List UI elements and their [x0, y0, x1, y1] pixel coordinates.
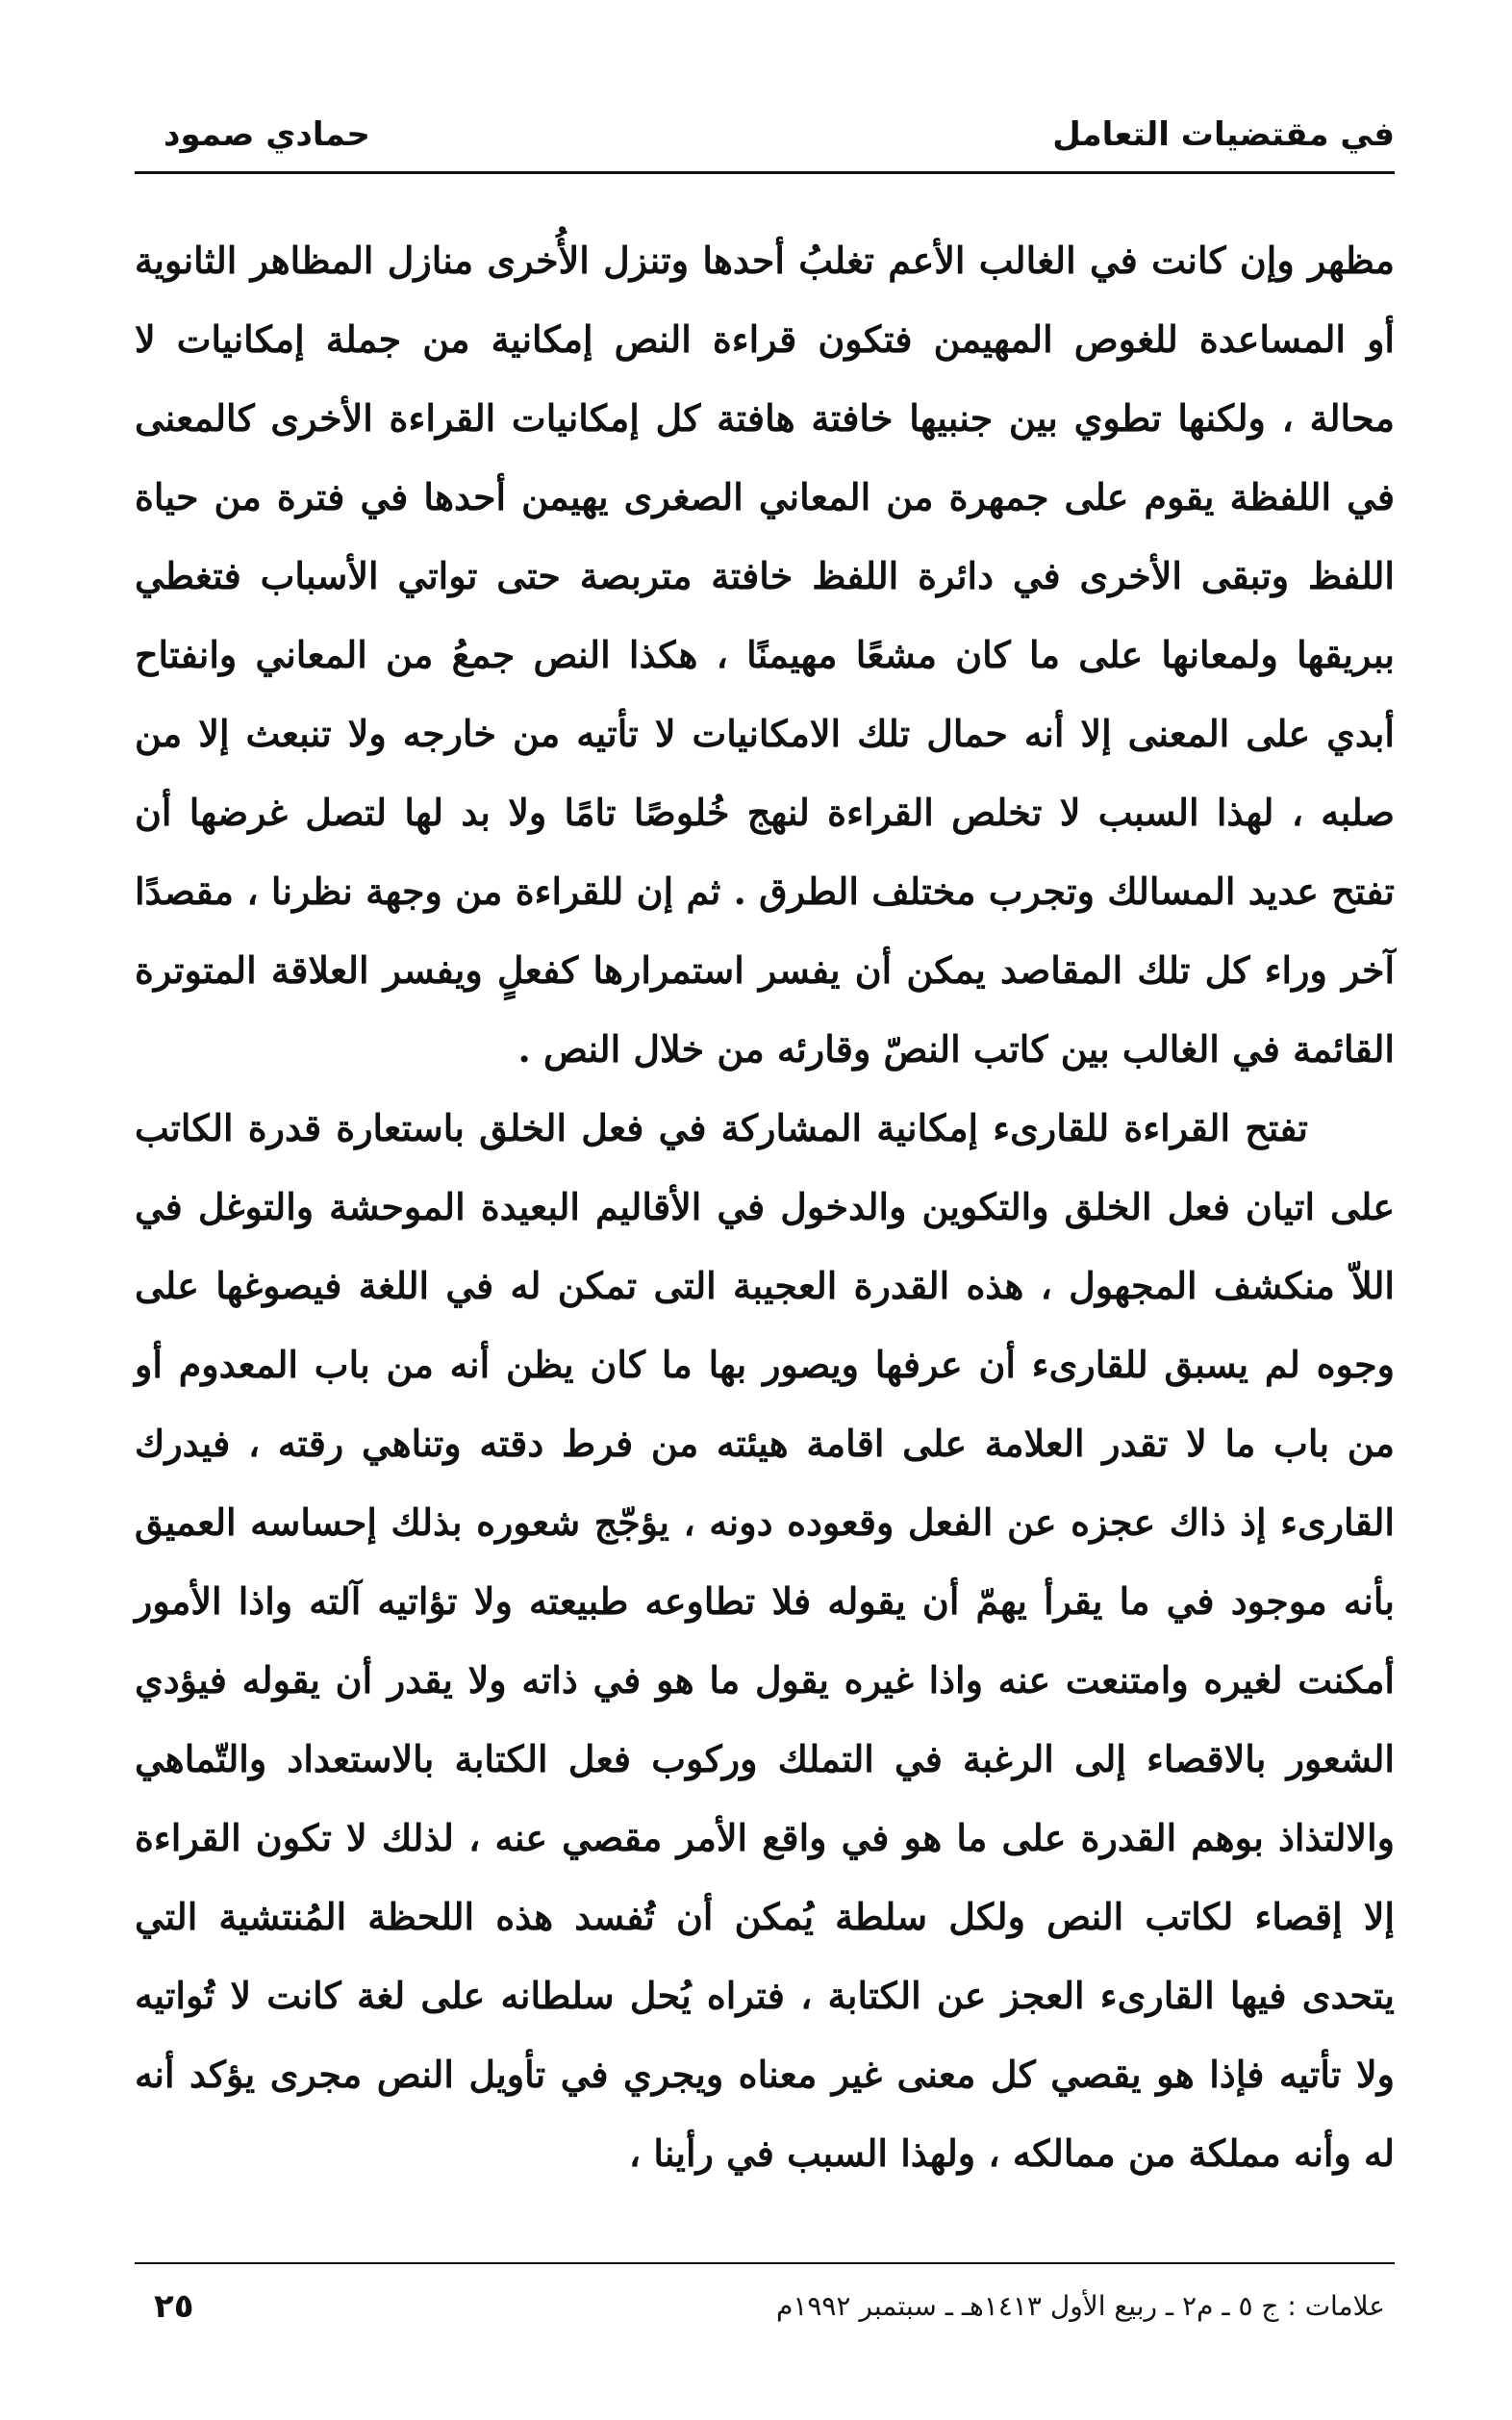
paragraph-2: تفتح القراءة للقارىء إمكانية المشاركة في فعل الخلق باستعارة قدرة الكاتب على اتيان فعل الخلق والتكوين والدخول في الأقاليم البعيدة الموحشة والتوغل في اللاّ منكشف المجهول ، هذه القدرة العجيبة التى تمكن له في اللغة فيصوغها على وجوه لم يسبق للقارىء أن عرفها ويصور بها ما كان يظن أنه من باب المعدوم أو من باب ما لا تقدر العلامة على اقامة هيئته من فرط دقته وتناهي رقته ، فيدرك القارىء إذ ذاك عجزه عن الفعل وقعوده دونه ، يؤجّج شعوره بذلك إحساسه العميق بأنه موجود في ما يقرأ يهمّ أن يقوله فلا تطاوعه طبيعته ولا تؤاتيه آلته واذا الأمور أمكنت لغيره وامتنعت عنه واذا غيره يقول ما هو في ذاته ولا يقدر أن يقوله فيؤدي الشعور بالاقصاء إلى الرغبة في التملك وركوب فعل الكتابة بالاستعداد والتّماهي والالتذاذ بوهم القدرة على ما هو في واقع الأمر مقصي عنه ، لذلك لا تكون القراءة إلا إقصاء لكاتب النص ولكل سلطة يُمكن أن تُفسد هذه اللحظة المُنتشية التي يتحدى فيها القارىء العجز عن الكتابة ، فتراه يُحل سلطانه على لغة كانت لا تُواتيه ولا تأتيه فإذا هو يقصي كل معنى غير معناه ويجري في تأويل النص مجرى يؤكد أنه له وأنه مملكة من ممالكه ، ولهذا السبب في رأينا ، [135, 1106, 1395, 2175]
article-body [135, 221, 1395, 2193]
journal-section-title: في مقتضيات التعامل [1052, 115, 1395, 154]
page-footer [135, 2278, 1395, 2335]
journal-citation: علامات : ج ٥ ـ م٢ ـ ربيع الأول ١٤١٣هـ ـ سبتمبر ١٩٩٢م [775, 2290, 1385, 2322]
running-header [135, 108, 1395, 162]
header-rule [135, 171, 1395, 174]
document-page [135, 87, 1395, 2337]
page-number: ٢٥ [154, 2287, 194, 2326]
author-name: حمادي صمود [164, 115, 370, 154]
paragraph-1: مظهر وإن كانت في الغالب الأعم تغلبُ أحدها وتنزل الأُخرى منازل المظاهر الثانوية أو المساعدة للغوص المهيمن فتكون قراءة النص إمكانية من جملة إمكانيات لا محالة ، ولكنها تطوي بين جنبيها خافتة هافتة كل إمكانيات القراءة الأخرى كالمعنى في اللفظة يقوم على جمهرة من المعاني الصغرى يهيمن أحدها في فترة من حياة اللفظ وتبقى الأخرى في دائرة اللفظ خافتة متربصة حتى تواتي الأسباب فتغطي ببريقها ولمعانها على ما كان مشعًا مهيمنًا ، هكذا النص جمعُ من المعاني وانفتاح أبدي على المعنى إلا أنه حمال تلك الامكانيات لا تأتيه من خارجه ولا تنبعث إلا من صلبه ، لهذا السبب لا تخلص القراءة لنهج خُلوصًا تامًا ولا بد لها لتصل غرضها أن تفتح عديد المسالك وتجرب مختلف الطرق . ثم إن للقراءة من وجهة نظرنا ، مقصدًا آخر وراء كل تلك المقاصد يمكن أن يفسر استمرارها كفعلٍ ويفسر العلاقة المتوترة القائمة في الغالب بين كاتب النصّ وقارئه من خلال النص . [135, 239, 1395, 1071]
footer-rule [135, 2262, 1395, 2264]
